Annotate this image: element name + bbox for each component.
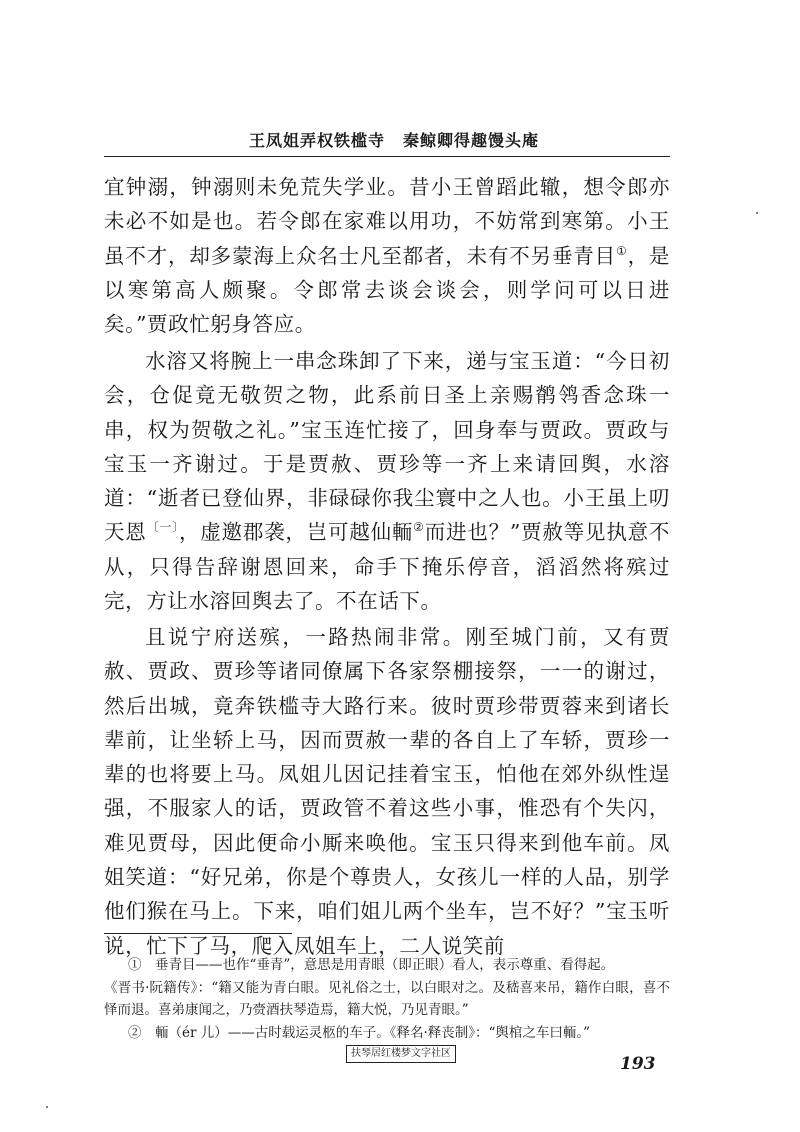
paragraph-2: [104, 344, 670, 618]
header-rule: [104, 156, 670, 157]
paragraph-text: ，虚邀郡袭，岂可越仙輀: [178, 520, 414, 545]
scan-speck: [46, 1106, 48, 1108]
paragraph-3: [104, 620, 670, 963]
paragraph-text: ，是以寒第高人颇聚。令郎常去谈会谈会，则学问可以日进矣。”贾政忙躬身答应。: [104, 243, 670, 337]
running-head-left: 王凤姐弄权铁槛寺: [248, 131, 385, 150]
footnote-1-line-1: ① 垂青目——也作“垂青”，意思是用青眼（即正眼）看人，表示尊重、看得起。: [128, 957, 615, 973]
footnotes: [104, 954, 670, 1044]
scan-speck: [756, 212, 758, 214]
footnote-1-line-2: 《晋书·阮籍传》：“籍又能为青白眼。见礼俗之士，以白眼对之。及嵇喜来吊，籍作白眼，喜不怿而退。喜弟康闻之，乃赍酒扶琴造焉，籍大悦，乃见青眼。”: [104, 979, 670, 1018]
paragraph-text: 且说宁府送殡，一路热闹非常。刚至城门前，又有贾赦、贾政、贾珍等诸同僚属下各家祭棚接祭，一一的谢过，然后出城，竟奔铁槛寺大路行来。彼时贾珍带贾蓉来到诸长辈前，让坐轿上马，因而贾赦一辈的各自上了车轿，贾珍一辈的也将要上马。凤姐儿因记挂着宝玉，怕他在郊外纵性逞强，不服家人的话，贾政管不着这些小事，惟恐有个失闪，难见贾母，因此便命小厮来唤他。宝玉只得来到他车前。凤姐笑道：“好兄弟，你是个尊贵人，女孩儿一样的人品，别学他们猴在马上。下来，咱们姐儿两个坐车，岂不好？”宝玉听说，忙下了马，爬入凤姐车上，二人说笑前: [104, 625, 670, 958]
note-marker: 〔一〕: [146, 520, 179, 535]
note-marker: ①: [615, 243, 628, 258]
paragraph-text: 而进也？”贾赦等见执意不从，只得告辞谢恩回来，命手下掩乐停音，滔滔然将殡过完，方让水溶回舆去了。不在话下。: [104, 520, 671, 614]
page-number: 193: [620, 1054, 656, 1074]
note-marker: ②: [413, 520, 425, 535]
library-stamp: 扶琴居红楼梦文字社区: [346, 1045, 456, 1063]
running-head-right: 秦鲸卿得趣馒头庵: [403, 131, 540, 150]
footnote-2-line-1: ② 輀（ér 儿）——古时载运灵柩的车子。《释名·释丧制》：“舆棺之车曰輀。”: [128, 1024, 591, 1041]
paragraph-text: 水溶又将腕上一串念珠卸了下来，递与宝玉道：“今日初会，仓促竟无敬贺之物，此系前日圣上亲赐鹡鸰香念珠一串，权为贺敬之礼。”宝玉连忙接了，回身奉与贾政。贾政与宝玉一齐谢过。于是贾赦、贾珍等一齐上来请回舆，水溶道：“逝者已登仙界，非碌碌你我尘寰中之人也。小王虽上叨天恩: [104, 349, 670, 545]
paragraph-text: 宜钟溺，钟溺则未免荒失学业。昔小王曾蹈此辙，想令郎亦未必不如是也。若令郎在家难以用功，不妨常到寒第。小王虽不才，却多蒙海上众名士凡至都者，未有不另垂青目: [104, 175, 670, 268]
paragraph-1: [104, 170, 670, 341]
running-head: [118, 128, 670, 151]
footnote-rule: [104, 933, 292, 934]
